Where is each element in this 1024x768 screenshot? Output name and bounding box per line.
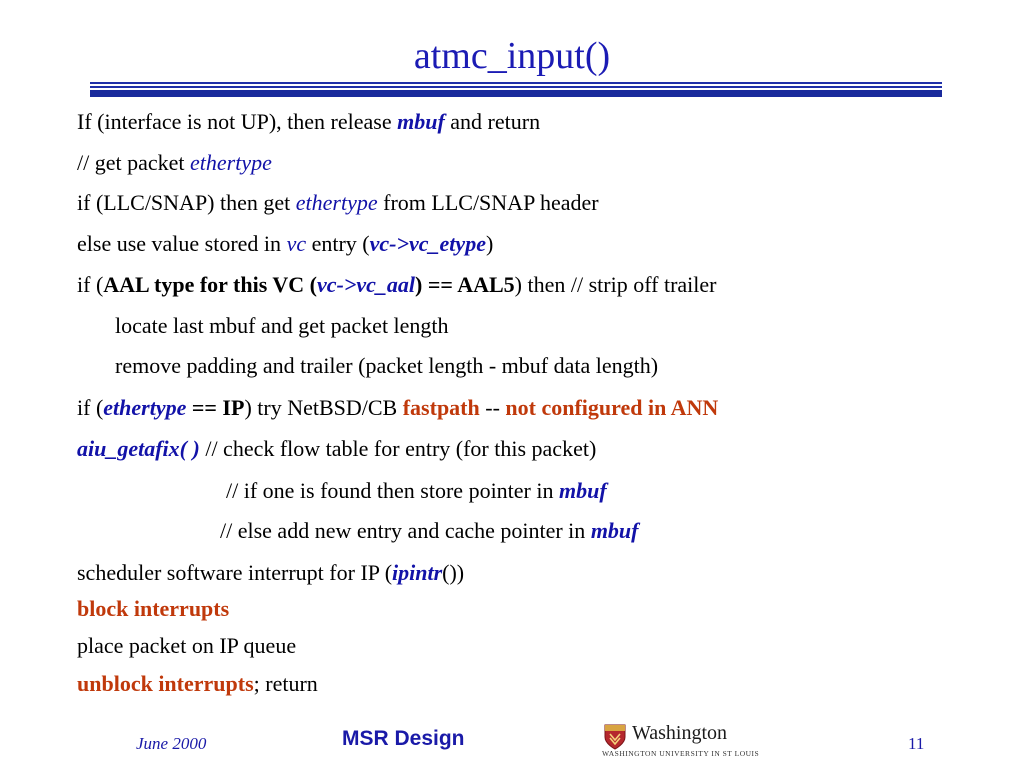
line-9-aiu-getafix: aiu_getafix( ) <box>77 436 200 461</box>
line-5-aal-type: AAL type for this VC ( <box>103 272 317 297</box>
line-14 <box>77 633 296 659</box>
line-12-text-c: ()) <box>442 560 465 585</box>
line-8-ethertype: ethertype <box>103 395 187 420</box>
line-8-not-configured: not configured in ANN <box>505 395 719 420</box>
line-3-text-a: if (LLC/SNAP) then get <box>77 190 296 215</box>
line-2 <box>77 150 272 176</box>
line-5-text-a: if ( <box>77 272 104 297</box>
line-8 <box>77 395 718 421</box>
line-8-text-f: -- <box>479 395 506 420</box>
line-11 <box>220 518 639 544</box>
line-6 <box>115 313 449 339</box>
line-3-ethertype: ethertype <box>295 190 378 215</box>
line-13 <box>77 596 229 622</box>
logo-subtitle: WASHINGTON UNIVERSITY IN ST LOUIS <box>602 749 760 758</box>
line-7-text: remove padding and trailer (packet length - mbuf data length) <box>115 353 659 378</box>
line-10 <box>226 478 607 504</box>
line-3 <box>77 190 599 216</box>
line-1 <box>77 109 540 135</box>
line-15-unblock-interrupts: unblock interrupts <box>77 671 254 696</box>
line-15-return: ; return <box>253 671 318 696</box>
line-15 <box>77 671 318 697</box>
title-rule-thin-1 <box>90 82 942 84</box>
line-3-text-c: from LLC/SNAP header <box>377 190 599 215</box>
page-number: 11 <box>908 734 925 753</box>
line-12 <box>77 560 464 586</box>
title-rule-thin-2 <box>90 86 942 88</box>
line-6-text: locate last mbuf and get packet length <box>115 313 449 338</box>
line-2-ethertype: ethertype <box>190 150 272 175</box>
logo-wordmark: Washington <box>632 722 728 744</box>
title-rule-thick <box>90 90 942 97</box>
line-5-vc-aal: vc->vc_aal <box>316 272 416 297</box>
line-4-text-a: else use value stored in <box>77 231 287 256</box>
line-4-text-c: entry ( <box>306 231 370 256</box>
line-8-text-d: ) try NetBSD/CB <box>244 395 403 420</box>
line-12-ipintr: ipintr <box>392 560 443 585</box>
line-5-text-e: ) then // strip off trailer <box>514 272 717 297</box>
line-9-text-b: // check flow table for entry (for this packet) <box>199 436 597 461</box>
line-2-text-a: // get packet <box>77 150 191 175</box>
line-13-block-interrupts: block interrupts <box>77 596 230 621</box>
line-10-text-a: // if one is found then store pointer in <box>226 478 559 503</box>
line-11-mbuf: mbuf <box>590 518 639 543</box>
line-5 <box>77 272 716 298</box>
line-8-eq-ip: == IP <box>186 395 245 420</box>
line-10-mbuf: mbuf <box>559 478 607 503</box>
line-4-vc-etype: vc->vc_etype <box>369 231 486 256</box>
line-4 <box>77 231 493 257</box>
line-1-mbuf: mbuf <box>397 109 445 134</box>
shield-icon <box>604 724 626 750</box>
line-1-text-a: If (interface is not UP), then release <box>77 109 398 134</box>
line-4-vc: vc <box>286 231 307 256</box>
line-8-fastpath: fastpath <box>402 395 480 420</box>
footer-title: MSR Design <box>342 727 465 750</box>
line-5-aal5: ) == AAL5 <box>415 272 515 297</box>
washington-university-logo <box>602 722 772 762</box>
line-11-text-a: // else add new entry and cache pointer in <box>220 518 591 543</box>
slide-title: atmc_input() <box>413 35 611 77</box>
line-8-text-a: if ( <box>77 395 104 420</box>
line-4-text-e: ) <box>485 231 494 256</box>
line-9 <box>77 436 596 462</box>
line-14-text: place packet on IP queue <box>77 633 297 658</box>
footer-date: June 2000 <box>136 734 207 753</box>
line-1-text-c: and return <box>444 109 541 134</box>
line-7 <box>115 353 658 379</box>
line-12-text-a: scheduler software interrupt for IP ( <box>77 560 393 585</box>
